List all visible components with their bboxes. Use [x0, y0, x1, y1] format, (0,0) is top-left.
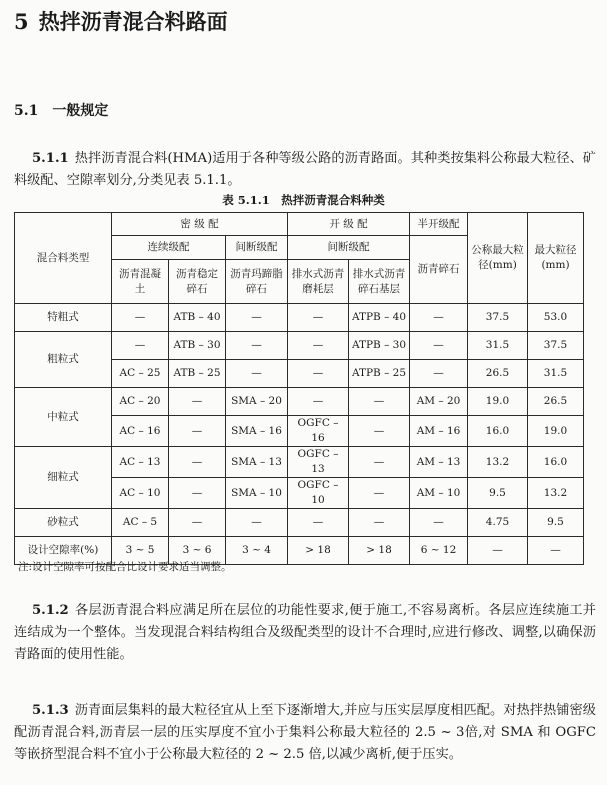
table-cell: —: [349, 416, 410, 447]
table-row: [15, 388, 584, 416]
table-cell: —: [288, 388, 349, 416]
table-cell: ATPB – 30: [349, 332, 410, 360]
header-gap-graded: 间断级配: [226, 236, 288, 260]
table-cell: 31.5: [468, 332, 528, 360]
table-cell: OGFC – 16: [288, 416, 349, 447]
section-number: 5.1: [14, 103, 39, 119]
table-cell: AM – 16: [410, 416, 468, 447]
row-group-label: 特粗式: [15, 304, 112, 332]
table-cell: 9.5: [528, 509, 584, 537]
table-cell: AC – 16: [112, 416, 169, 447]
clause-number: 5.1.2: [32, 603, 69, 618]
row-label-design-voids: 设计空隙率(%): [15, 537, 112, 565]
table-cell: 16.0: [528, 447, 584, 478]
row-group-label: 细粒式: [15, 447, 112, 509]
header-mixture-type: 混合料类型: [15, 213, 112, 304]
table-cell: SMA – 20: [226, 388, 288, 416]
table-cell: 26.5: [528, 388, 584, 416]
header-stone-mastic-asphalt: 沥青玛蹄脂碎石: [226, 260, 288, 304]
table-cell: —: [349, 447, 410, 478]
table-cell: SMA – 16: [226, 416, 288, 447]
header-gap-graded-open: 间断级配: [288, 236, 410, 260]
header-continuous-graded: 连续级配: [112, 236, 226, 260]
mixture-types-table: [14, 212, 584, 565]
table-cell: AM – 10: [410, 478, 468, 509]
table-cell: 9.5: [468, 478, 528, 509]
header-max-size: 最大粒径(mm): [528, 213, 584, 304]
table-cell: 26.5: [468, 360, 528, 388]
table-cell: —: [288, 332, 349, 360]
table-cell: —: [169, 478, 226, 509]
row-group-label: 砂粒式: [15, 509, 112, 537]
table-cell: —: [169, 388, 226, 416]
chapter-heading: [14, 6, 228, 36]
table-cell: —: [410, 332, 468, 360]
table-cell: —: [112, 332, 169, 360]
table-cell: 37.5: [468, 304, 528, 332]
table-cell: —: [468, 537, 528, 565]
table-cell: AC – 20: [112, 388, 169, 416]
table-cell: 6 ~ 12: [410, 537, 468, 565]
table-cell: —: [226, 360, 288, 388]
table-row: [15, 304, 584, 332]
table-row: [15, 509, 584, 537]
table-cell: AC – 25: [112, 360, 169, 388]
table-cell: 16.0: [468, 416, 528, 447]
table-cell: 13.2: [528, 478, 584, 509]
paragraph-5-1-3: [14, 700, 596, 766]
table-row: [15, 447, 584, 478]
table-cell: > 18: [349, 537, 410, 565]
table-cell: 19.0: [528, 416, 584, 447]
table-cell: —: [226, 304, 288, 332]
table-cell: 4.75: [468, 509, 528, 537]
table-cell: —: [410, 509, 468, 537]
table-cell: OGFC – 10: [288, 478, 349, 509]
header-open-graded: 开 级 配: [288, 213, 410, 236]
clause-text: 热拌沥青混合料(HMA)适用于各种等级公路的沥青路面。其种类按集料公称最大粒径、矿料级配、空隙率划分,分类见表 5.1.1。: [14, 151, 596, 188]
table-row: [15, 332, 584, 360]
table-cell: AC – 10: [112, 478, 169, 509]
table-cell: SMA – 10: [226, 478, 288, 509]
table-cell: —: [169, 447, 226, 478]
table-cell: 3 ~ 4: [226, 537, 288, 565]
table-cell: —: [288, 360, 349, 388]
table-cell: —: [349, 509, 410, 537]
table-cell: ATB – 40: [169, 304, 226, 332]
table-cell: SMA – 13: [226, 447, 288, 478]
table-cell: —: [169, 416, 226, 447]
table-caption: 表 5.1.1 热拌沥青混合料种类: [222, 193, 385, 207]
paragraph-5-1-1: [14, 148, 596, 192]
chapter-title: 热拌沥青混合料路面: [38, 9, 228, 34]
table-cell: ATPB – 25: [349, 360, 410, 388]
header-nominal-max-size: 公称最大粒径(mm): [468, 213, 528, 304]
clause-number: 5.1.3: [32, 703, 69, 718]
chapter-number: 5: [14, 9, 29, 34]
table-cell: —: [349, 388, 410, 416]
table-cell: OGFC – 13: [288, 447, 349, 478]
table-cell: AM – 20: [410, 388, 468, 416]
table-cell: 13.2: [468, 447, 528, 478]
table-cell: —: [410, 360, 468, 388]
section-heading: [14, 100, 108, 120]
table-cell: ATPB – 40: [349, 304, 410, 332]
paragraph-5-1-2: [14, 600, 596, 666]
header-asphalt-treated-permeable-base: 排水式沥青碎石基层: [349, 260, 410, 304]
header-asphalt-concrete: 沥青混凝土: [112, 260, 169, 304]
header-semi-open-graded: 半开级配: [410, 213, 468, 236]
row-group-label: 中粒式: [15, 388, 112, 447]
table-cell: AC – 5: [112, 509, 169, 537]
table-cell: 3 ~ 6: [169, 537, 226, 565]
table-cell: > 18: [288, 537, 349, 565]
clause-text: 各层沥青混合料应满足所在层位的功能性要求,便于施工,不容易离析。各层应连续施工并连结成为一个整体。当发现混合料结构组合及级配类型的设计不合理时,应进行修改、调整,以确保沥青路面的使用性能。: [14, 603, 596, 662]
header-asphalt-treated-base: 沥青稳定碎石: [169, 260, 226, 304]
table-cell: 53.0: [528, 304, 584, 332]
table-cell: AC – 13: [112, 447, 169, 478]
table-cell: —: [226, 332, 288, 360]
table-note: 注:设计空隙率可按配合比设计要求适当调整。: [18, 561, 232, 573]
table-cell: AM – 13: [410, 447, 468, 478]
table-cell: 19.0: [468, 388, 528, 416]
clause-text: 沥青面层集料的最大粒径宜从上至下逐渐增大,并应与压实层厚度相匹配。对热拌热铺密级配沥青混合料,沥青层一层的压实厚度不宜小于集料公称最大粒径的 2.5 ~ 3倍,对 SMA 和 OGFC 等嵌挤型混合料不宜小于公称最大粒径的 2 ~ 2.5 倍,以减少离析,便于压实。: [14, 703, 596, 762]
clause-number: 5.1.1: [32, 151, 69, 166]
table-cell: ATB – 25: [169, 360, 226, 388]
header-dense-graded: 密 级 配: [112, 213, 288, 236]
header-asphalt-macadam: 沥青碎石: [410, 236, 468, 304]
table-cell: —: [349, 478, 410, 509]
table-cell: 37.5: [528, 332, 584, 360]
table-cell: —: [410, 304, 468, 332]
section-title: 一般规定: [52, 103, 109, 119]
table-cell: —: [288, 304, 349, 332]
row-group-label: 粗粒式: [15, 332, 112, 388]
table-cell: —: [169, 509, 226, 537]
header-open-graded-friction-course: 排水式沥青磨耗层: [288, 260, 349, 304]
table-cell: —: [288, 509, 349, 537]
table-cell: —: [226, 509, 288, 537]
table-cell: —: [112, 304, 169, 332]
table-cell: ATB – 30: [169, 332, 226, 360]
table-cell: 3 ~ 5: [112, 537, 169, 565]
table-cell: 31.5: [528, 360, 584, 388]
table-cell: —: [528, 537, 584, 565]
